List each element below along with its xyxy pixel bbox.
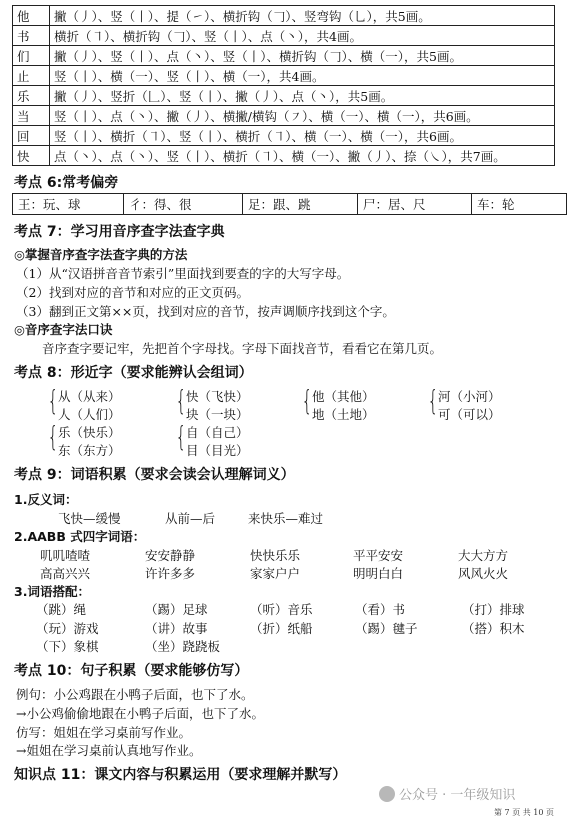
char-cell: 书 — [13, 26, 50, 46]
aabb-word: 安安静静 — [145, 548, 196, 563]
antonym-pair: 来快乐—难过 — [248, 511, 324, 526]
word-match: （打）排球 — [462, 602, 525, 617]
table-row — [13, 146, 555, 166]
brace-icon: { — [427, 384, 439, 417]
stroke-order-cell: 点（丶）、点（丶）、竖（丨）、横折（㇕）、横（一）、撇（丿）、捺（㇏），共7画。 — [50, 146, 555, 166]
table-row — [13, 66, 555, 86]
watermark-text: 公众号 · 一年级知识 — [399, 788, 516, 803]
radical-cell: 足：跟、跳 — [243, 194, 358, 215]
table-row — [13, 106, 555, 126]
char-cell: 们 — [13, 46, 50, 66]
sentence-line: 例句：小公鸡跟在小鸭子后面，也下了水。 — [16, 687, 254, 702]
stroke-order-cell: 横折（㇕）、横折钩（𠃌）、竖（丨）、点（丶），共4画。 — [50, 26, 555, 46]
stroke-order-cell: 撇（丿）、竖（丨）、提（㇀）、横折钩（𠃌）、竖弯钩（乚），共5画。 — [50, 6, 555, 26]
sentence-line: →小公鸡偷偷地跟在小鸭子后面，也下了水。 — [16, 706, 264, 721]
radical-cell: 王：玩、球 — [13, 194, 124, 215]
word-match: （看）书 — [355, 602, 406, 617]
method-step: （1）从“汉语拼音音节索引”里面找到要查的字的大写字母。 — [16, 266, 350, 281]
rhyme-heading: ◎音序查字法口诀 — [14, 322, 113, 337]
section-10-heading: 考点 10：句子积累（要求能够仿写） — [14, 663, 249, 679]
similar-char-word: 可（可以） — [438, 407, 501, 422]
section-9-heading: 考点 9：词语积累（要求会读会认理解词义） — [14, 467, 295, 483]
stroke-order-cell: 竖（丨）、点（丶）、撇（丿）、横撇/横钩（㇇）、横（一）、横（一），共6画。 — [50, 106, 555, 126]
brace-icon: { — [47, 420, 59, 453]
char-cell: 止 — [13, 66, 50, 86]
aabb-word: 家家户户 — [250, 566, 301, 581]
aabb-word: 高高兴兴 — [40, 566, 91, 581]
similar-char-word: 河（小河） — [438, 389, 501, 404]
radical-cell: 车：轮 — [472, 194, 567, 215]
similar-char-word: 乐（快乐） — [58, 425, 121, 440]
brace-icon: { — [175, 384, 187, 417]
brace-icon: { — [301, 384, 313, 417]
similar-char-word: 地（土地） — [312, 407, 375, 422]
word-match: （坐）跷跷板 — [145, 639, 221, 654]
method-step: （2）找到对应的音节和对应的正文页码。 — [16, 285, 249, 300]
word-match: （踢）足球 — [145, 602, 208, 617]
char-cell: 乐 — [13, 86, 50, 106]
section-6-heading: 考点 6:常考偏旁 — [14, 175, 119, 191]
stroke-order-table — [12, 5, 555, 166]
aabb-word: 大大方方 — [458, 548, 509, 563]
rhyme-text: 音序查字要记牢，先把首个字母找。字母下面找音节，看看它在第几页。 — [42, 341, 443, 356]
brace-icon: { — [47, 384, 59, 417]
similar-char-word: 块（一块） — [186, 407, 249, 422]
similar-char-word: 东（东方） — [58, 443, 121, 458]
word-match: （玩）游戏 — [36, 621, 99, 636]
word-match: （下）象棋 — [36, 639, 99, 654]
similar-char-word: 自（自己） — [186, 425, 249, 440]
word-match: （搭）积木 — [462, 621, 525, 636]
match-heading: 3.词语搭配： — [14, 584, 90, 599]
section-11-heading: 知识点 11：课文内容与积累运用（要求理解并默写） — [14, 767, 347, 783]
table-row — [13, 126, 555, 146]
stroke-order-cell: 竖（丨）、横（一）、竖（丨）、横（一），共4画。 — [50, 66, 555, 86]
similar-char-word: 从（从来） — [58, 389, 121, 404]
char-cell: 回 — [13, 126, 50, 146]
aabb-word: 快快乐乐 — [250, 548, 301, 563]
table-row — [13, 86, 555, 106]
word-match: （踢）毽子 — [355, 621, 418, 636]
word-match: （讲）故事 — [145, 621, 208, 636]
similar-char-word: 他（其他） — [312, 389, 375, 404]
stroke-order-cell: 竖（丨）、横折（㇕）、竖（丨）、横折（㇕）、横（一）、横（一），共6画。 — [50, 126, 555, 146]
similar-char-word: 目（目光） — [186, 443, 249, 458]
char-cell: 当 — [13, 106, 50, 126]
sentence-line: →姐姐在学习桌前认真地写作业。 — [16, 743, 202, 758]
watermark — [379, 784, 515, 803]
aabb-word: 明明白白 — [353, 566, 404, 581]
radical-cell: 彳：得、很 — [124, 194, 243, 215]
page-footer: 第 7 页 共 10 页 — [494, 808, 554, 817]
table-row — [13, 194, 567, 215]
stroke-order-cell: 撇（丿）、竖折（𠃊）、竖（丨）、撇（丿）、点（丶），共5画。 — [50, 86, 555, 106]
table-row — [13, 26, 555, 46]
radical-cell: 尸：居、尺 — [358, 194, 472, 215]
sentence-line: 仿写：姐姐在学习桌前写作业。 — [16, 725, 192, 740]
word-match: （跳）绳 — [36, 602, 87, 617]
aabb-word: 风风火火 — [458, 566, 509, 581]
similar-char-word: 人（人们） — [58, 407, 121, 422]
table-row — [13, 46, 555, 66]
word-match: （折）纸船 — [250, 621, 313, 636]
table-row — [13, 6, 555, 26]
aabb-word: 平平安安 — [353, 548, 404, 563]
antonym-pair: 飞快—缓慢 — [58, 511, 121, 526]
method-step: （3）翻到正文第××页，找到对应的音节，按声调顺序找到这个字。 — [16, 304, 395, 319]
word-match: （听）音乐 — [250, 602, 313, 617]
section-7-heading: 考点 7：学习用音序查字法查字典 — [14, 224, 225, 240]
radicals-table — [12, 193, 567, 215]
aabb-word: 许许多多 — [145, 566, 196, 581]
similar-char-word: 快（飞快） — [186, 389, 249, 404]
antonym-pair: 从前—后 — [165, 511, 216, 526]
aabb-word: 叽叽喳喳 — [40, 548, 91, 563]
antonym-heading: 1.反义词： — [14, 492, 78, 507]
char-cell: 快 — [13, 146, 50, 166]
wechat-icon — [379, 786, 395, 802]
char-cell: 他 — [13, 6, 50, 26]
method-heading: ◎掌握音序查字法查字典的方法 — [14, 247, 188, 262]
aabb-heading: 2.AABB 式四字词语： — [14, 529, 146, 544]
brace-icon: { — [175, 420, 187, 453]
stroke-order-cell: 撇（丿）、竖（丨）、点（丶）、竖（丨）、横折钩（𠃌）、横（一），共5画。 — [50, 46, 555, 66]
section-8-heading: 考点 8：形近字（要求能辨认会组词） — [14, 365, 253, 381]
